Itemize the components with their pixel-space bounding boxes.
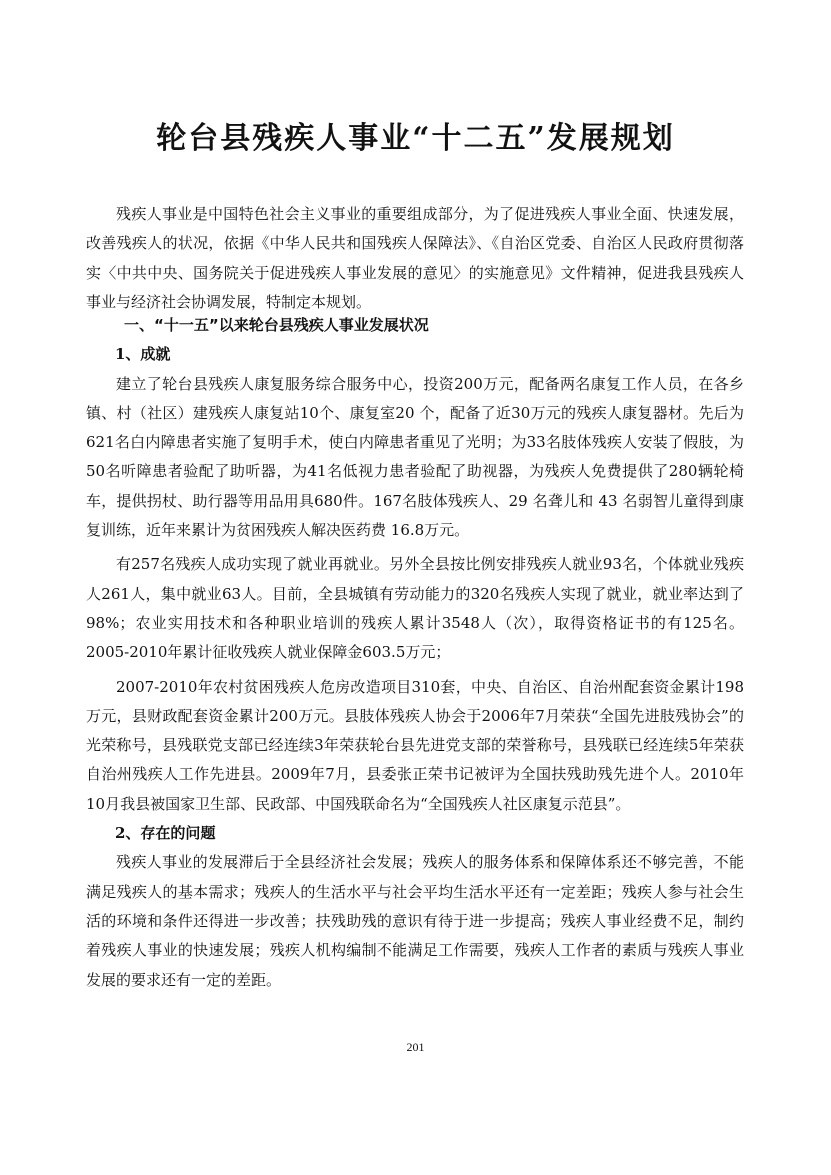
subsection-heading-achievements: 1、成就	[115, 345, 171, 364]
page-number: 201	[406, 1040, 425, 1054]
section-heading: 一、“十一五”以来轮台县残疾人事业发展状况	[124, 316, 429, 334]
body-paragraph: 建立了轮台县残疾人康复服务综合服务中心，投资200万元，配备两名康复工作人员，在各乡镇、村（社区）建残疾人康复站10个、康复室20 个，配备了近30万元的残疾人康复器材。先后为621名白内障患者实施了复明手术，使白内障患者重见了光明；为33名肢体残疾人安装了假肢，为50名听障患者验配了助听器，为41名低视力患者验配了助视器，为残疾人免费提供了280辆轮椅车，提供拐杖、助行器等用品用具680件。167名肢体残疾人、29 名聋儿和 43 名弱智儿童得到康复训练，近年来累计为贫困残疾人解决医药费 16.8万元。	[86, 374, 744, 540]
intro-paragraph: 残疾人事业是中国特色社会主义事业的重要组成部分，为了促进残疾人事业全面、快速发展，改善残疾人的状况，依据《中华人民共和国残疾人保障法》、《自治区党委、自治区人民政府贯彻落实〈中共中央、国务院关于促进残疾人事业发展的意见〉的实施意见》文件精神，促进我县残疾人事业与经济社会协调发展，特制定本规划。	[86, 205, 744, 311]
body-paragraph: 2007-2010年农村贫困残疾人危房改造项目310套，中央、自治区、自治州配套资金累计198万元，县财政配套资金累计200万元。县肢体残疾人协会于2006年7月荣获“全国先进肢残协会”的光荣称号，县残联党支部已经连续3年荣获轮台县先进党支部的荣誉称号，县残联已经连续5年荣获自治州残疾人工作先进县。2009年7月，县委张正荣书记被评为全国扶残助残先进个人。2010年10月我县被国家卫生部、民政部、中国残联命名为“全国残疾人社区康复示范县”。	[86, 677, 744, 813]
document-body	[86, 311, 744, 995]
subsection-heading-problems: 2、存在的问题	[115, 824, 216, 843]
body-paragraph: 残疾人事业的发展滞后于全县经济社会发展；残疾人的服务体系和保障体系还不够完善，不能满足残疾人的基本需求；残疾人的生活水平与社会平均生活水平还有一定差距；残疾人参与社会生活的环境和条件还得进一步改善；扶残助残的意识有待于进一步提高；残疾人事业经费不足，制约着残疾人事业的快速发展；残疾人机构编制不能满足工作需要，残疾人工作者的素质与残疾人事业发展的要求还有一定的差距。	[86, 853, 744, 989]
document-title: 轮台县残疾人事业“十二五”发展规划	[156, 121, 675, 156]
body-paragraph: 有257名残疾人成功实现了就业再就业。另外全县按比例安排残疾人就业93名，个体就业残疾人261人，集中就业63人。目前，全县城镇有劳动能力的320名残疾人实现了就业，就业率达到了98%；农业实用技术和各种职业培训的残疾人累计3548人（次），取得资格证书的有125名。2005-2010年累计征收残疾人就业保障金603.5万元；	[86, 555, 744, 662]
